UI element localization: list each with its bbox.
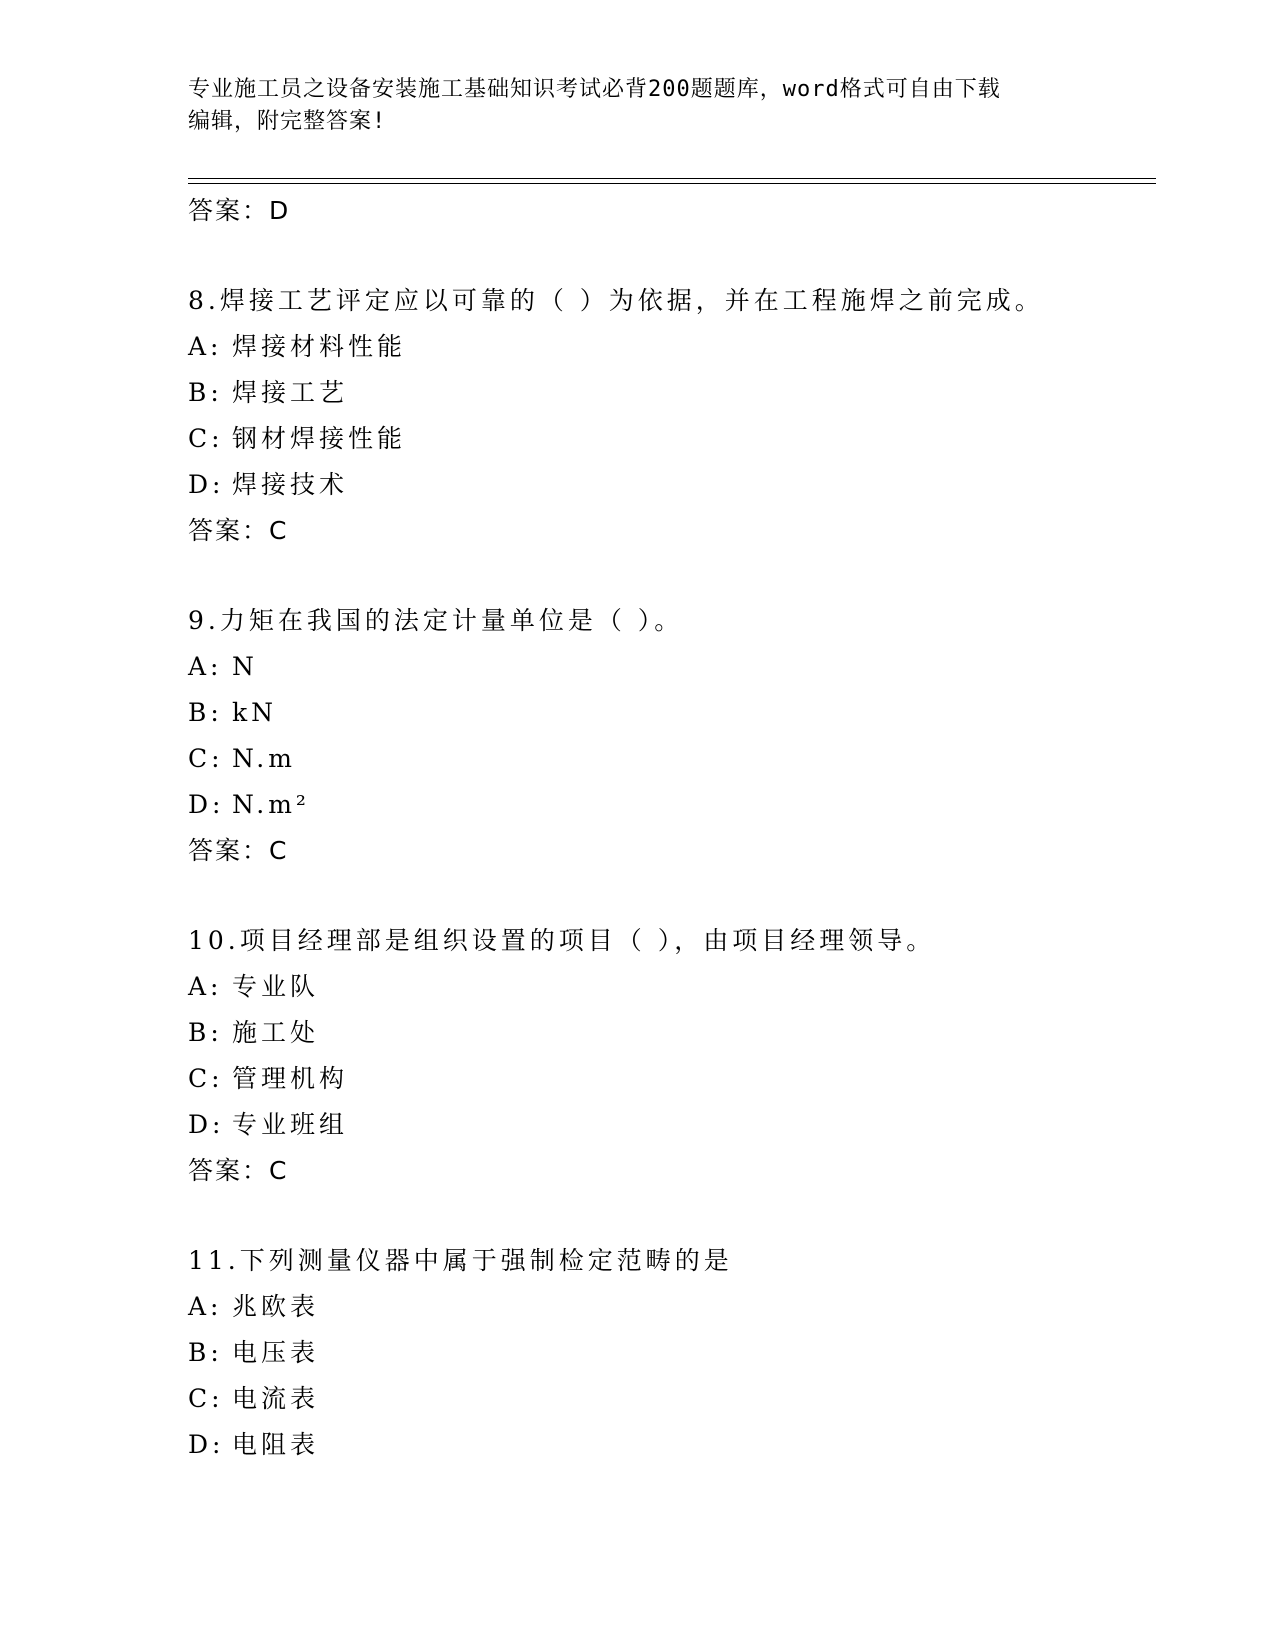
option-d: D: 焊接技术	[188, 470, 349, 499]
option-b: B: 电压表	[188, 1338, 320, 1367]
spacer	[188, 234, 1156, 278]
option-b: B: 施工处	[188, 1018, 320, 1047]
option-a: A: 兆欧表	[188, 1292, 320, 1321]
option-b: B: 焊接工艺	[188, 378, 349, 407]
option-c: C: N.m	[188, 744, 296, 773]
spacer	[188, 874, 1156, 918]
question-list	[188, 188, 1156, 1468]
option-c: C: 电流表	[188, 1384, 320, 1413]
option-c: C: 管理机构	[188, 1064, 349, 1093]
document-header	[188, 74, 1088, 138]
question-text: 9.力矩在我国的法定计量单位是（ ）。	[188, 606, 684, 635]
spacer	[188, 1194, 1156, 1238]
option-d: D: 专业班组	[188, 1110, 349, 1139]
question-text: 10.项目经理部是组织设置的项目（ ），由项目经理领导。	[188, 926, 936, 955]
option-d: D: 电阻表	[188, 1430, 320, 1459]
option-d: D: N.m²	[188, 790, 310, 819]
option-c: C: 钢材焊接性能	[188, 424, 407, 453]
header-divider-top	[188, 178, 1156, 179]
question-text: 8.焊接工艺评定应以可靠的（ ）为依据，并在工程施焊之前完成。	[188, 286, 1044, 315]
header-divider-bottom	[188, 183, 1156, 184]
option-b: B: kN	[188, 698, 278, 727]
header-line-2: 编辑，附完整答案!	[188, 109, 387, 134]
answer-line: 答案：C	[188, 836, 289, 865]
option-a: A: 焊接材料性能	[188, 332, 407, 361]
header-line-1: 专业施工员之设备安装施工基础知识考试必背200题题库，word格式可自由下载	[188, 77, 1001, 102]
answer-line: 答案：D	[188, 196, 291, 225]
answer-line: 答案：C	[188, 516, 289, 545]
option-a: A: N	[188, 652, 258, 681]
answer-line: 答案：C	[188, 1156, 289, 1185]
question-text: 11.下列测量仪器中属于强制检定范畴的是	[188, 1246, 733, 1275]
option-a: A: 专业队	[188, 972, 320, 1001]
spacer	[188, 554, 1156, 598]
